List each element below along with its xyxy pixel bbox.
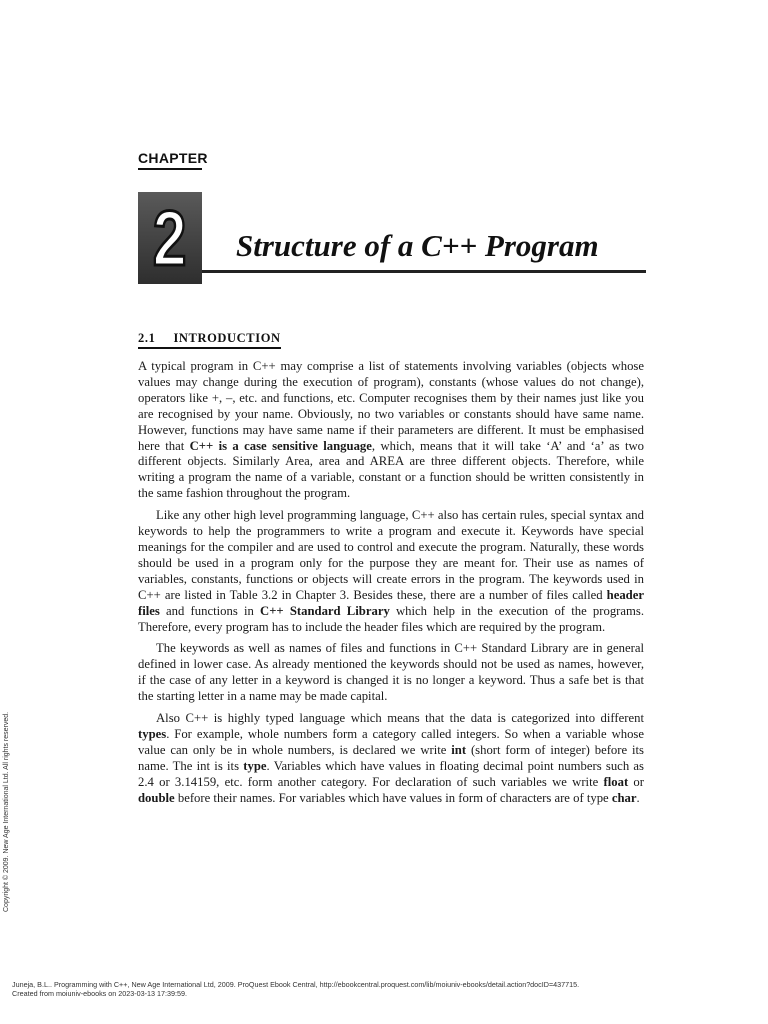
chapter-label: CHAPTER: [138, 150, 208, 166]
section-number: 2.1: [138, 331, 156, 345]
chapter-number-block: [138, 192, 202, 284]
section-heading: [138, 331, 281, 349]
chapter-number: 2: [153, 194, 187, 282]
chapter-title-rule: [202, 270, 646, 273]
emphasis: C++ Standard Library: [260, 603, 390, 618]
emphasis: char: [611, 790, 637, 805]
chapter-label-rule: [138, 168, 202, 170]
emphasis: header files: [138, 587, 644, 618]
emphasis: C++ is a case sensitive language: [189, 438, 372, 453]
emphasis: int: [451, 742, 467, 757]
paragraph-4: Also C++ is highly typed language which means that the data is categorized into different types. For example, whole numbers form a category called integers. So when a variable whose value can only be in whole numbers, is declared we write int (short form of integer) before its name. The int is its type. Variables which have values in floating decimal point numbers such as 2.4 or 3.14159, etc. form another category. For declaration of such variables we write float or double before their names. For variables which have values in form of characters are of type char.: [138, 711, 644, 805]
body-text: [138, 359, 644, 812]
emphasis: float: [603, 774, 629, 789]
footer-citation: Juneja, B.L.. Programming with C++, New Age International Ltd, 2009. ProQuest Ebook Central, http://ebookcentral.proquest.com/lib/moiuniv-ebooks/detail.action?docID=437715.: [12, 980, 580, 989]
sidebar-copyright: Copyright © 2009. New Age International Ltd. All rights reserved.: [3, 711, 10, 912]
paragraph-3: The keywords as well as names of files and functions in C++ Standard Library are in general defined in lower case. As already mentioned the keywords should not be used as names, however, if the case of any letter in a keyword is changed it is no longer a keyword. Thus a safe bet is that the starting letter in a name may be made capital.: [138, 641, 644, 704]
emphasis: type: [243, 758, 267, 773]
emphasis: types: [138, 726, 167, 741]
footer-created: Created from moiuniv-ebooks on 2023-03-13 17:39:59.: [12, 989, 188, 998]
section-title: INTRODUCTION: [173, 331, 281, 345]
emphasis: double: [138, 790, 175, 805]
footer: [12, 980, 752, 998]
paragraph-2: Like any other high level programming language, C++ also has certain rules, special syntax and keywords to help the programmers to write a program and execute it. Keywords have special meanings for the compiler and are used to control and execute the program. Naturally, these words should be used in a program only for the purpose they are meant for. Their use as names of variables, constants, functions or objects will create errors in the program. The keywords used in C++ are listed in Table 3.2 in Chapter 3. Besides these, there are a number of files called header files and functions in C++ Standard Library which help in the execution of the programs. Therefore, every program has to include the header files which are required by the program.: [138, 508, 644, 634]
chapter-title: Structure of a C++ Program: [236, 228, 599, 263]
paragraph-1: A typical program in C++ may comprise a list of statements involving variables (objects whose values may change during the execution of program), constants (whose values do not change), operators like +, –, etc. and functions, etc. Computer recognises them by their names just like you are recognised by your name. Obviously, no two variables or constants should have same name. However, functions may have same name if their parameters are different. It must be emphasised here that C++ is a case sensitive language, which, means that it will take ‘A’ and ‘a’ as two different objects. Similarly Area, area and AREA are three different objects. Therefore, while writing a program the name of a variable, constant or a function should be written consistently in the same fashion throughout the program.: [138, 359, 645, 501]
